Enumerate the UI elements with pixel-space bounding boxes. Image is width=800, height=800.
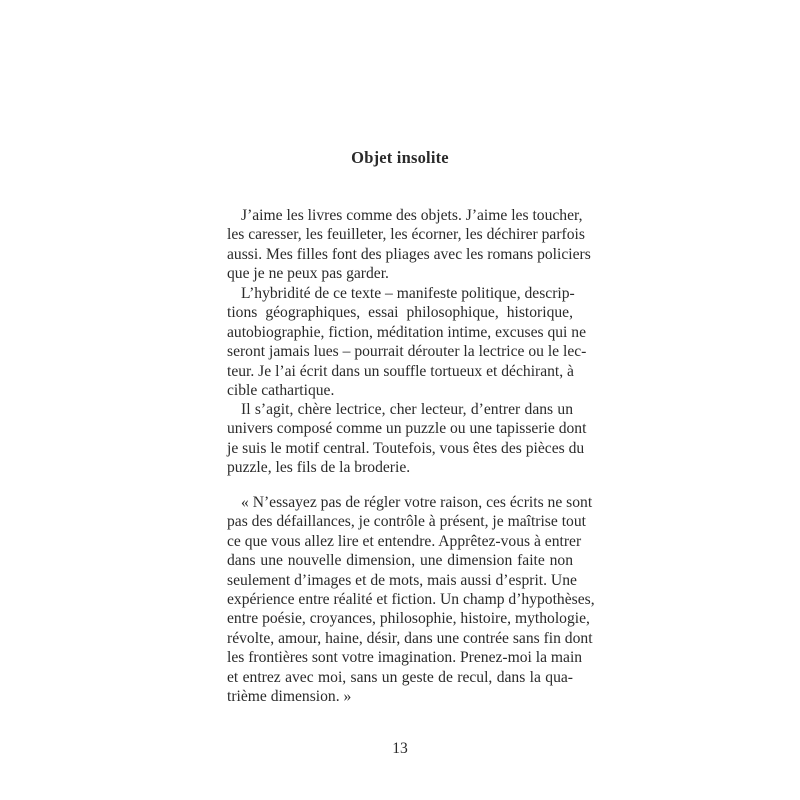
text-line: les frontières sont votre imagination. Prenez-moi la main bbox=[227, 649, 583, 667]
text-line: expérience entre réalité et fiction. Un champ d’hypothèses, bbox=[227, 590, 595, 608]
text-line: seront jamais lues – pourrait dérouter la lectrice ou le lec- bbox=[227, 343, 587, 361]
text-line: J’aime les livres comme des objets. J’aime les toucher, bbox=[241, 207, 583, 224]
text-line: aussi. Mes filles font des pliages avec les romans policiers bbox=[227, 245, 591, 263]
text-line: je suis le motif central. Toutefois, vous êtes des pièces du bbox=[227, 439, 585, 457]
text-line: tions géographiques, essai philosophique, historique, bbox=[227, 304, 573, 322]
text-line: cible cathartique. bbox=[227, 381, 335, 399]
text-line: que je ne peux pas garder. bbox=[227, 265, 389, 283]
text-line: teur. Je l’ai écrit dans un souffle tortueux et déchirant, à bbox=[227, 362, 574, 380]
text-line: dans une nouvelle dimension, une dimension faite non bbox=[227, 552, 573, 570]
text-line: Il s’agit, chère lectrice, cher lecteur, d’entrer dans un bbox=[241, 401, 573, 418]
text-line: et entrez avec moi, sans un geste de recul, dans la qua- bbox=[227, 668, 573, 686]
text-line: entre poésie, croyances, philosophie, histoire, mythologie, bbox=[227, 610, 590, 628]
text-line: univers composé comme un puzzle ou une tapisserie dont bbox=[227, 420, 587, 438]
text-line: « N’essayez pas de régler votre raison, ces écrits ne sont bbox=[241, 494, 593, 511]
text-line: pas des défaillances, je contrôle à présent, je maîtrise tout bbox=[227, 513, 586, 531]
text-line: seulement d’images et de mots, mais aussi d’esprit. Une bbox=[227, 571, 577, 589]
page-number: 13 bbox=[392, 740, 408, 757]
text-line: les caresser, les feuilleter, les écorner, les déchirer parfois bbox=[227, 226, 585, 244]
paragraph-3 bbox=[227, 400, 587, 478]
text-line: L’hybridité de ce texte – manifeste politique, descrip- bbox=[241, 285, 575, 302]
text-line: trième dimension. » bbox=[227, 687, 352, 705]
text-line: autobiographie, fiction, méditation intime, excuses qui ne bbox=[227, 323, 586, 341]
chapter-title: Objet insolite bbox=[351, 148, 449, 167]
text-line: ce que vous allez lire et entendre. Apprêtez-vous à entrer bbox=[227, 532, 582, 550]
paragraph-4-quote bbox=[227, 493, 595, 706]
paragraph-2 bbox=[227, 284, 587, 400]
paragraph-1 bbox=[227, 206, 591, 284]
text-line: révolte, amour, haine, désir, dans une contrée sans fin dont bbox=[227, 629, 593, 647]
text-line: puzzle, les fils de la broderie. bbox=[227, 459, 411, 477]
